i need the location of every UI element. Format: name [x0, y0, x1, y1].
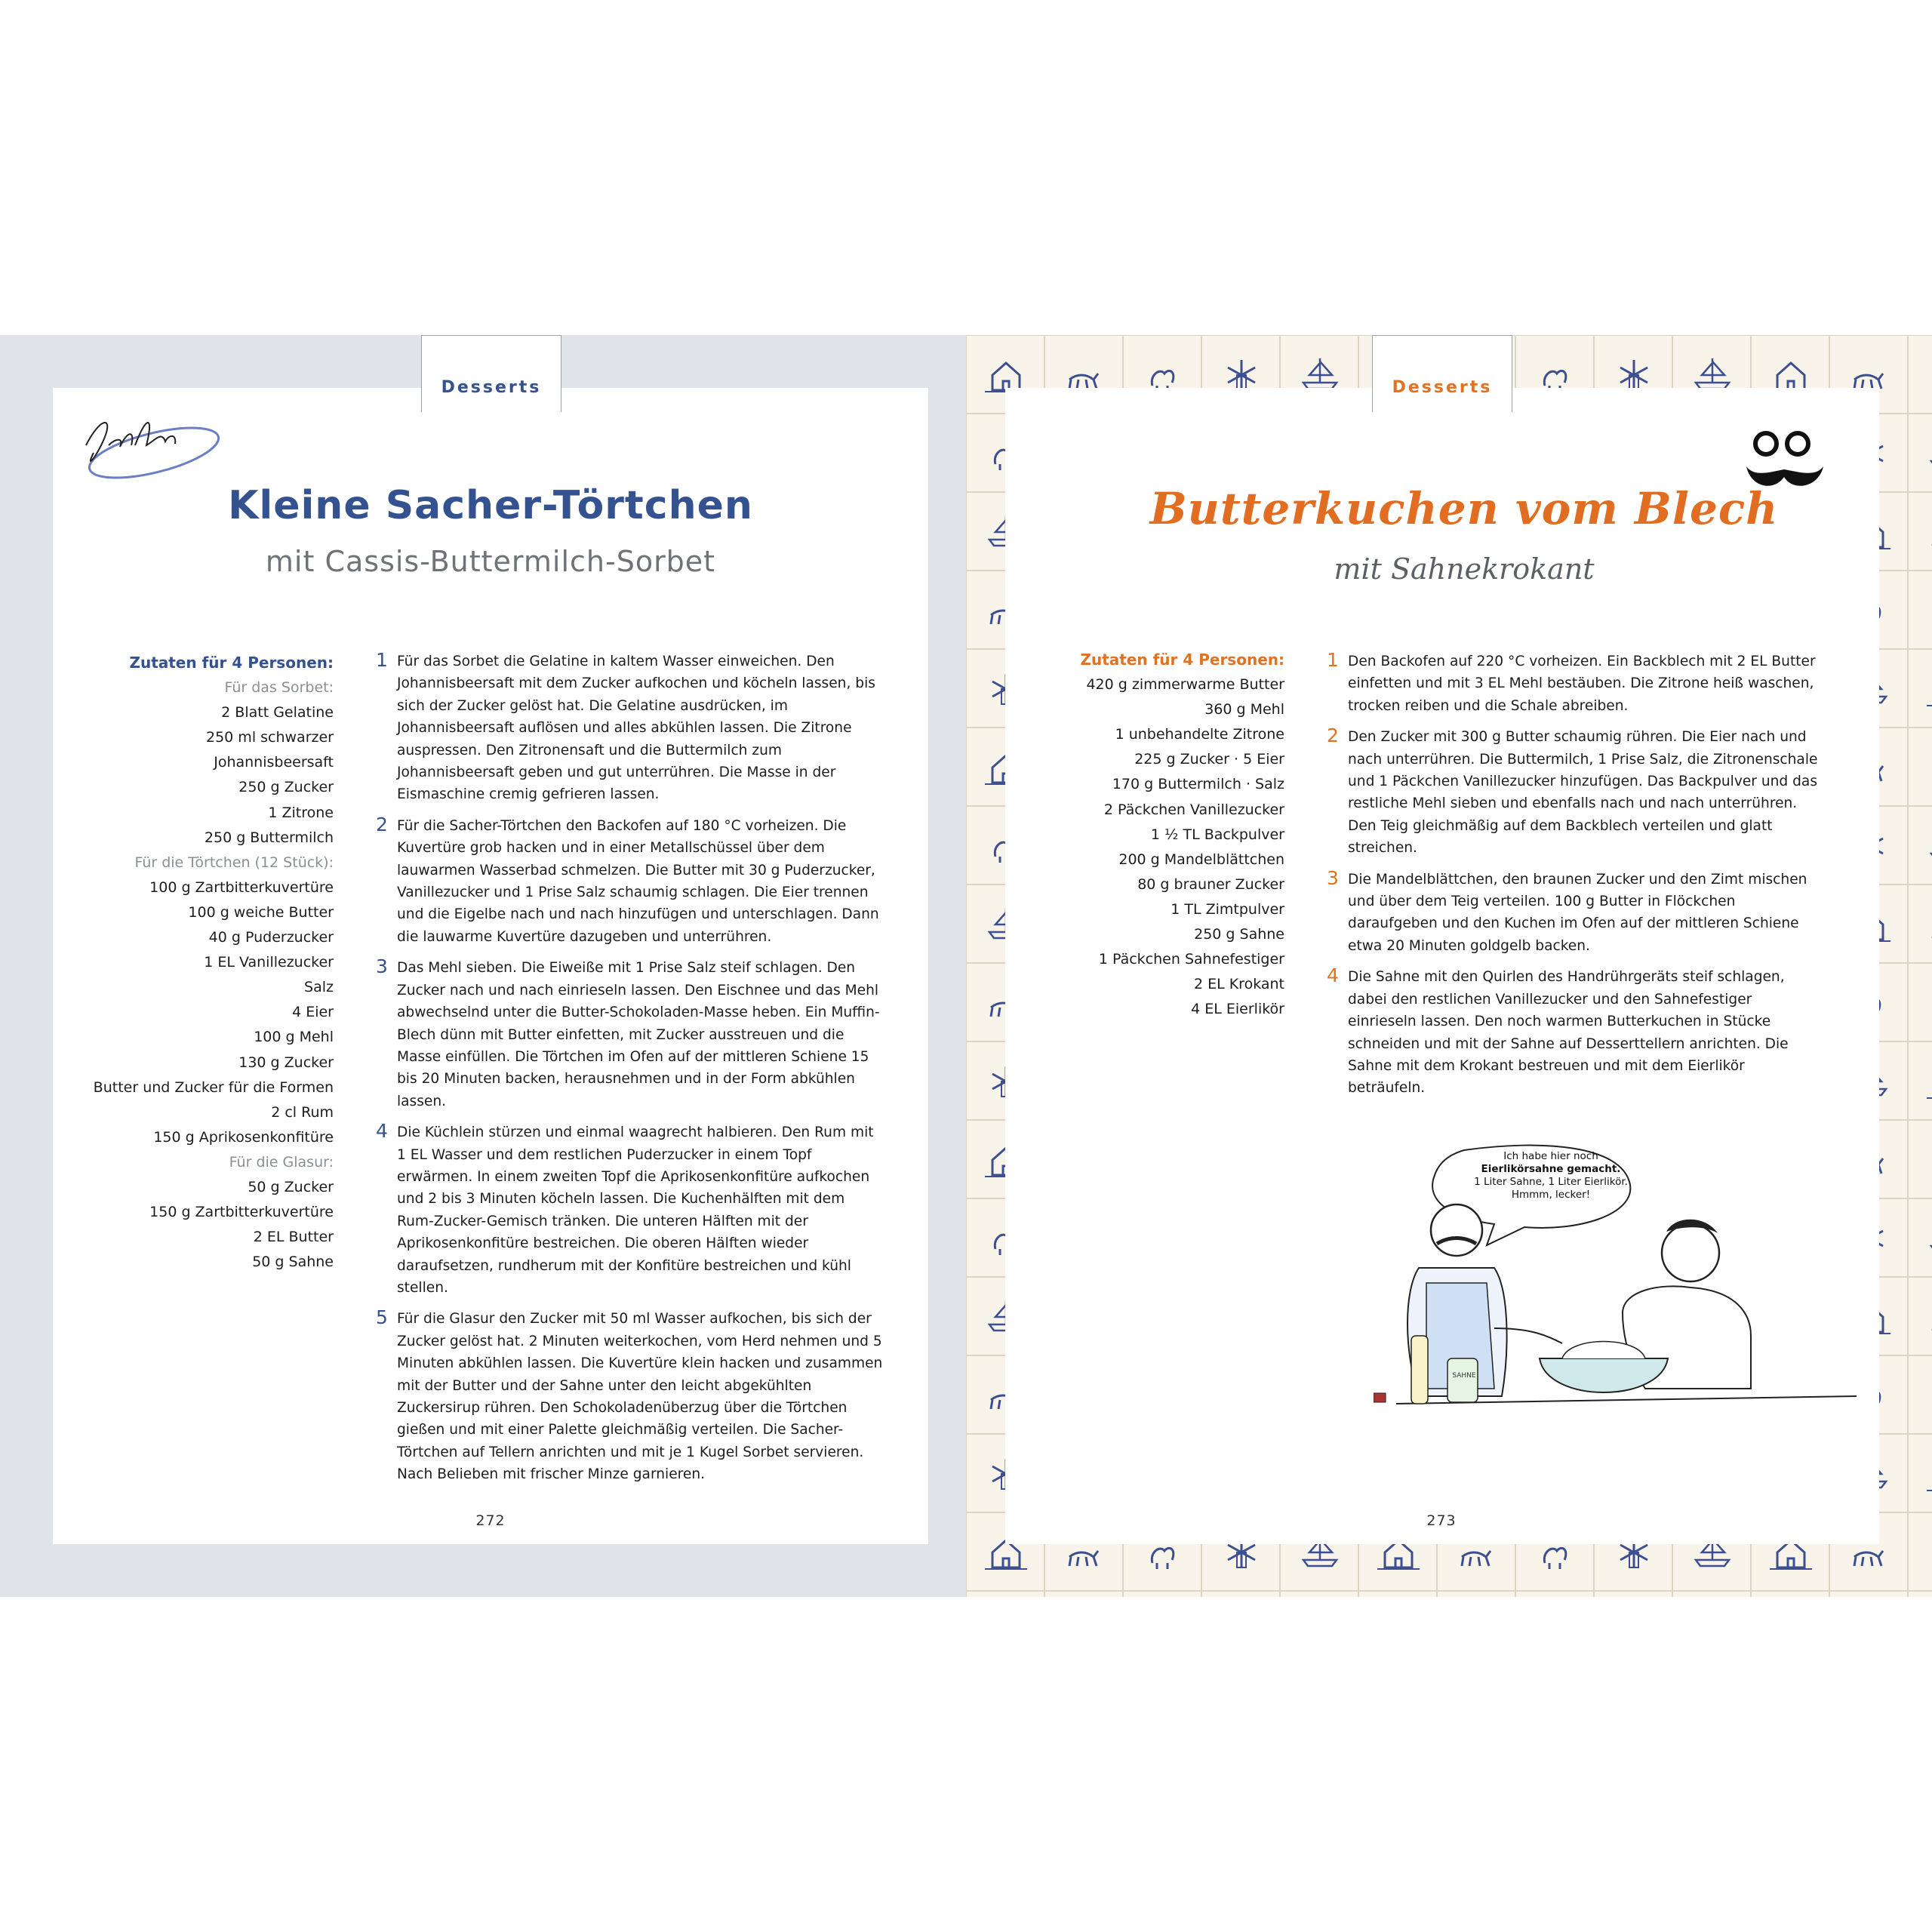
recipe-title-right: Butterkuchen vom Blech — [1149, 483, 1779, 534]
step-number: 3 — [1327, 866, 1339, 889]
ingredient-item: 250 g Zucker — [238, 779, 334, 796]
ingredient-item: Salz — [304, 979, 334, 996]
page-number-right: 273 — [1426, 1512, 1457, 1529]
ingredient-item: 50 g Zucker — [248, 1178, 334, 1195]
step-number: 1 — [376, 649, 388, 671]
recipe-step — [376, 1121, 883, 1299]
delft-tile-icon — [1044, 1591, 1123, 1597]
step-text: Für das Sorbet die Gelatine in kaltem Wasser einweichen. Den Johannisbeersaft mit dem Zucker aufkochen und köcheln lassen, bis sich der Zucker gelöst hat. Die Gelatine ausdrücken, im Johannisbeersaft auflösen und alles abkühlen lassen. Die Zitrone auspressen. Den Zitronensaft und die Buttermilch zum Johannisbeersaft geben und gut unterrühren. Die Masse in der Eismaschine cremig gefrieren lassen. — [397, 654, 875, 803]
bubble-line-4: Hmmm, lecker! — [1511, 1189, 1591, 1201]
ingredient-item: 150 g Zartbitterkuvertüre — [149, 1204, 334, 1221]
ingredient-item: 2 Päckchen Vanillezucker — [1103, 801, 1284, 818]
speech-bubble — [1464, 1150, 1638, 1201]
ingredient-item: 1 TL Zimtpulver — [1171, 900, 1284, 918]
ingredient-item: 250 g Sahne — [1194, 926, 1284, 943]
recipe-step — [376, 815, 883, 948]
step-text: Das Mehl sieben. Die Eiweiße mit 1 Prise Salz steif schlagen. Den Zucker nach und nach einrieseln lassen. Den Eischnee und das Mehl abwechselnd unter die Butter-Schokoladen-Masse heben. Ein Muffin-Blech dünn mit Butter einfetten, mit Zucker ausstreuen und die Masse einfüllen. Die Törtchen im Ofen auf der mittleren Schiene 15 bis 20 Minuten backen, herausnehmen und in der Form abkühlen lassen. — [397, 960, 880, 1109]
delft-tile-icon — [1908, 649, 1932, 728]
bubble-line-3: 1 Liter Sahne, 1 Liter Eierlikör. — [1474, 1176, 1628, 1188]
ingredients-heading-right: Zutaten für 4 Personen: — [1080, 651, 1284, 669]
ingredient-item: 1 Zitrone — [268, 804, 334, 821]
delft-tile-icon — [1280, 1591, 1358, 1597]
step-number: 5 — [376, 1306, 388, 1329]
recipe-step — [1327, 866, 1822, 958]
step-number: 2 — [1327, 724, 1339, 747]
step-number: 3 — [376, 955, 388, 978]
delft-tile-icon — [1358, 1591, 1437, 1597]
delft-tile-icon — [1908, 1041, 1932, 1120]
ingredients-heading-left: Zutaten für 4 Personen: — [129, 654, 334, 672]
ingredient-item: 4 EL Eierlikör — [1191, 1001, 1284, 1018]
ingredient-item: Johannisbeersaft — [214, 754, 334, 771]
delft-tile-icon — [1201, 1591, 1280, 1597]
section-label-left: Desserts — [441, 378, 542, 397]
delft-tile-icon — [1672, 1591, 1751, 1597]
recipe-step — [376, 1308, 883, 1485]
recipe-step — [376, 957, 883, 1112]
section-label-right: Desserts — [1392, 378, 1493, 397]
step-number: 4 — [376, 1120, 388, 1143]
delft-tile-icon — [1908, 963, 1932, 1041]
ingredient-item: 50 g Sahne — [252, 1254, 334, 1271]
step-number: 4 — [1327, 964, 1339, 987]
recipe-step — [1327, 966, 1822, 1099]
ingredient-item: 420 g zimmerwarme Butter — [1086, 676, 1284, 694]
delft-tile-icon — [1908, 1198, 1932, 1277]
ingredient-item: 2 EL Krokant — [1193, 976, 1284, 993]
ingredient-item: 4 Eier — [292, 1004, 334, 1021]
page-number-left: 272 — [475, 1512, 506, 1529]
recipe-title-left: Kleine Sacher-Törtchen — [228, 483, 753, 528]
delft-tile-icon — [1908, 728, 1932, 806]
ingredient-item: 225 g Zucker · 5 Eier — [1134, 751, 1284, 768]
ingredient-item: 1 unbehandelte Zitrone — [1115, 726, 1284, 743]
steps-list-left — [376, 651, 883, 1495]
delft-tile-icon — [1437, 1591, 1515, 1597]
delft-tile-icon — [1908, 414, 1932, 492]
bubble-line-1: Ich habe hier noch — [1503, 1150, 1598, 1162]
ingredient-item: 170 g Buttermilch · Salz — [1112, 776, 1284, 793]
recipe-subtitle-right: mit Sahnekrokant — [1334, 552, 1595, 586]
section-tab-left — [421, 335, 561, 412]
ingredient-item: Butter und Zucker für die Formen — [93, 1078, 334, 1096]
ingredient-item: 2 Blatt Gelatine — [221, 704, 334, 721]
delft-tile-icon — [1594, 1591, 1672, 1597]
ingredients-subheading: Für die Törtchen (12 Stück): — [134, 854, 334, 871]
step-text: Für die Glasur den Zucker mit 50 ml Wasser aufkochen, bis sich der Zucker gelöst hat. 2 Minuten weiterkochen, vom Herd nehmen und 5 Minuten abkühlen lassen. Die Kuvertüre klein hacken und zusammen mit der Butter und der Sahne unter den leicht abgekühlten Zuckersirup rühren. Den Schokoladenüberzug über die Törtchen gießen und mit einer Palette gleichmäßig verteilen. Die Sacher-Törtchen auf Tellern anrichten und mit je 1 Kugel Sorbet servieren. Nach Belieben mit frischer Minze garnieren. — [397, 1311, 883, 1483]
steps-list-right — [1327, 651, 1822, 1109]
step-number: 2 — [376, 813, 388, 835]
ingredient-item: 100 g Zartbitterkuvertüre — [149, 878, 334, 896]
ingredient-item: 2 cl Rum — [271, 1103, 334, 1121]
ingredient-item: 2 EL Butter — [253, 1229, 334, 1246]
bubble-line-2: Eierlikörsahne gemacht. — [1481, 1163, 1621, 1175]
step-text: Den Zucker mit 300 g Butter schaumig rühren. Die Eier nach und nach unterrühren. Die Buttermilch, 1 Prise Salz, die Zitronenschale und 1 Päckchen Vanillezucker hinzufügen. Das Backpulver und das restliche Mehl sieben und ebenfalls nach und nach unterrühren. Den Teig gleichmäßig auf dem Backblech verteilen und glatt streichen. — [1348, 729, 1818, 857]
recipe-step — [1327, 726, 1822, 859]
recipe-step — [376, 651, 883, 806]
delft-tile-icon — [1908, 884, 1932, 963]
delft-tile-icon — [1908, 1591, 1932, 1597]
delft-tile-icon — [1751, 1591, 1829, 1597]
delft-tile-icon — [966, 1591, 1044, 1597]
ingredients-list-right — [1041, 648, 1284, 1022]
ingredients-subheading: Für das Sorbet: — [224, 679, 334, 697]
delft-tile-icon — [1908, 806, 1932, 884]
ingredient-item: 200 g Mandelblättchen — [1118, 851, 1284, 868]
step-text: Den Backofen auf 220 °C vorheizen. Ein Backblech mit 2 EL Butter einfetten und mit 3 EL Mehl bestäuben. Die Zitrone heiß waschen, trocken reiben und die Schale abreiben. — [1348, 654, 1816, 714]
ingredient-item: 100 g weiche Butter — [188, 903, 334, 921]
step-number: 1 — [1327, 649, 1339, 671]
delft-tile-icon — [1829, 1591, 1908, 1597]
ingredient-item: 130 g Zucker — [238, 1054, 334, 1071]
step-text: Für die Sacher-Törtchen den Backofen auf 180 °C vorheizen. Die Kuvertüre grob hacken und in einer Metallschüssel über dem lauwarmen Wasserbad schmelzen. Die Butter mit 30 g Puderzucker, Vanillezucker und 1 Prise Salz schaumig schlagen. Die Eier trennen und die Eigelbe nach und nach hinzufügen und unterschlagen. Dann die lauwarme Kuvertüre dazugeben und unterrühren. — [397, 817, 879, 945]
ingredient-item: 1 EL Vanillezucker — [204, 954, 334, 971]
delft-tile-icon — [1908, 1355, 1932, 1434]
delft-tile-icon — [1908, 1512, 1932, 1591]
ingredient-item: 250 g Buttermilch — [204, 829, 334, 846]
ingredients-subheading: Für die Glasur: — [229, 1153, 334, 1171]
signature-icon — [71, 400, 222, 491]
delft-tile-icon — [1908, 335, 1932, 414]
ingredient-item: 150 g Aprikosenkonfitüre — [153, 1128, 334, 1146]
delft-tile-icon — [1908, 1120, 1932, 1198]
ingredient-item: 40 g Puderzucker — [208, 929, 334, 946]
step-text: Die Küchlein stürzen und einmal waagrecht halbieren. Den Rum mit 1 EL Wasser und dem restlichen Puderzucker in einem Topf erwärmen. In einem zweiten Topf die Aprikosenkonfitüre aufkochen und 2 bis 3 Minuten köcheln lassen. Die Kuchenhälften mit dem Rum-Zucker-Gemisch tränken. Die unteren Hälften mit der Aprikosenkonfitüre bestreichen. Die oberen Hälften wieder daraufsetzen, rundherum mit der Konfitüre bestreichen und kühl stellen. — [397, 1124, 874, 1296]
delft-tile-icon — [1908, 492, 1932, 571]
ingredient-item: 250 ml schwarzer — [206, 729, 334, 746]
ingredient-item: 360 g Mehl — [1204, 701, 1284, 718]
step-text: Die Mandelblättchen, den braunen Zucker und den Zimt mischen und über dem Teig verteilen. 100 g Butter in Flöckchen daraufgeben und den Kuchen im Ofen auf der mittleren Schiene etwa 20 Minuten goldgelb backen. — [1348, 871, 1807, 954]
ingredient-item: 1 ½ TL Backpulver — [1150, 826, 1284, 843]
step-text: Die Sahne mit den Quirlen des Handrührgeräts steif schlagen, dabei den restlichen Vanillezucker und den Sahnefestiger einrieseln lassen. Den noch warmen Butterkuchen in Stücke schneiden und mit der Sahne auf Desserttellern anrichten. Die Sahne mit dem Krokant bestreuen und mit dem Eierlikör beträufeln. — [1348, 969, 1789, 1097]
ingredient-item: 80 g brauner Zucker — [1137, 875, 1284, 893]
ingredients-list-left — [91, 651, 334, 1275]
recipe-subtitle-left: mit Cassis-Buttermilch-Sorbet — [265, 545, 716, 578]
delft-tile-icon — [1908, 1277, 1932, 1355]
ingredient-item: 100 g Mehl — [254, 1029, 334, 1046]
recipe-step — [1327, 651, 1822, 717]
section-tab-right — [1372, 335, 1512, 412]
delft-tile-icon — [1123, 1591, 1201, 1597]
ingredient-item: 1 Päckchen Sahnefestiger — [1098, 951, 1284, 968]
bottle-label: SAHNE — [1452, 1372, 1476, 1380]
delft-tile-icon — [1908, 571, 1932, 649]
delft-tile-icon — [1908, 1434, 1932, 1512]
delft-tile-icon — [1515, 1591, 1594, 1597]
